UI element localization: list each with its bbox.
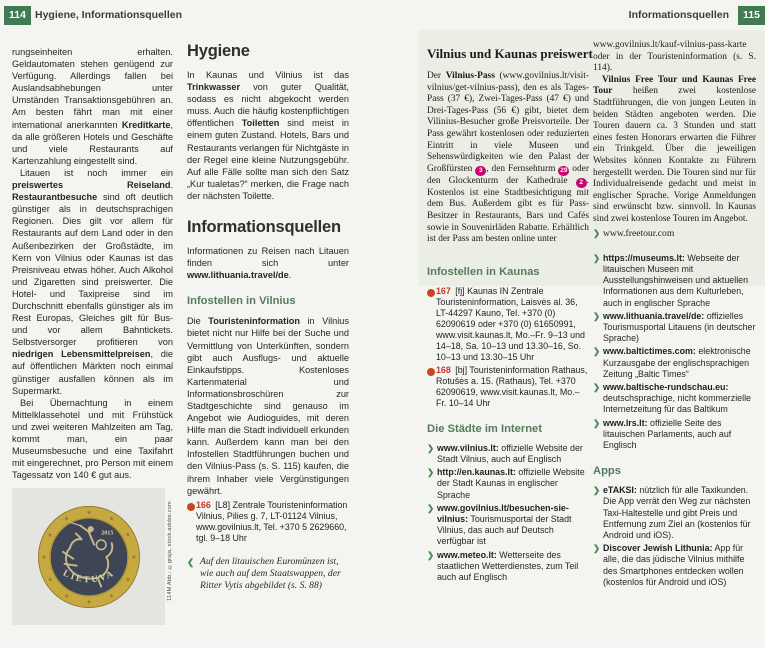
link-description: offizielles Tourismusportal Litauens (in deutscher Sprache)	[603, 310, 756, 344]
poi-number: 166	[196, 499, 211, 510]
subheading-infostellen-vilnius: Infostellen in Vilnius	[187, 295, 296, 308]
heading-hygiene: Hygiene	[187, 42, 250, 60]
vilnius-entries	[187, 500, 349, 544]
link-description: App für alle, die das jüdische Vilnius mithilfe des Smartphones entdecken wollen (kostenlos für Android und iOS)	[603, 543, 745, 587]
link-item	[427, 443, 589, 465]
internet-links-col2	[593, 253, 756, 451]
subheading-apps: Apps	[593, 465, 621, 478]
running-head-left: Hygiene, Informationsquellen	[35, 9, 183, 21]
link-item	[593, 311, 756, 345]
coin-star-icon: ★	[46, 531, 53, 539]
coin-star-icon: ★	[124, 531, 131, 539]
caption-text: Auf den litauischen Euromünzen ist, wie auch auf dem Staatswappen, der Ritter Vytis abgebildet (s. S. 88)	[200, 555, 341, 592]
coin-star-icon: ★	[85, 598, 92, 606]
free-tour-paragraph: Vilnius Free Tour und Kaunas Free Tour heißen zwei kostenlose Stadtführungen, die von jungen Leuten in beiden Städten angeboten werden. Die Touren dauern ca. 3 Stunden und statt eines festen Honorars erwarten die Führer ein Trinkgeld. Über die jeweiligen Websites können Kontakte zu Führern hergestellt werden. Die Touren sind nur für Individualreisende gedacht und meist in englischer Sprache. Vorige Anmeldungen sind erwünscht bzw. sinnvoll. In Kaunas sind zwei kostenlose Touren im Angebot.	[593, 74, 756, 224]
link-description: Webseite der litauischen Museen mit Ausstellungshinweisen und aktuellen Informationen aus dem Kulturleben, auch in englischer Sprache	[603, 252, 749, 308]
coin-star-icon: ★	[46, 576, 53, 584]
chevron-right-icon: ❯	[593, 310, 601, 321]
coin-star-icon: ★	[85, 509, 92, 517]
link-description: Tourismusportal der Stadt Vilnius, das auch auf Deutsch verfügbar ist	[437, 513, 572, 547]
bold-text: Toiletten	[241, 118, 280, 129]
map-number-badge: 3	[475, 166, 486, 176]
poi-number: 168	[436, 364, 451, 375]
page-number-right: 115	[738, 6, 765, 25]
info-icon: i	[427, 368, 435, 376]
link-url: www.baltische-rundschau.eu:	[603, 381, 729, 392]
info-icon: i	[187, 503, 195, 511]
poi-number: 167	[436, 285, 451, 296]
kaunas-entries	[427, 286, 589, 409]
link-item	[593, 418, 756, 452]
link-description: Wetterseite des staatlichen Wetterdienstes, zum Teil auch auf Englisch	[437, 549, 579, 582]
link-url: www.baltictimes.com:	[603, 346, 696, 357]
coin-star-icon: ★	[40, 554, 47, 562]
entry-text: [fj] Kaunas IN Zentrale Touristeninformation, Laisvės al. 36, LT-44297 Kauno, Tel. +370 (0) 62090619 oder +370 (0) 61650991, www.visit.kaunas.lt, Mo.–Fr. 9–13 und 14–18, Sa. 10–13 und 13.30–16, So. 10–13 und 13.30–15 Uhr	[436, 285, 585, 362]
link-item	[427, 550, 589, 584]
freetour-link	[593, 228, 756, 239]
coin-country-label: LIETUVA	[61, 567, 116, 585]
app-name: eTAKSI:	[603, 485, 637, 496]
info-entry	[187, 500, 349, 544]
paragraph: Litauen ist noch immer ein preiswertes Reiseland. Restaurantbesuche sind oft deutlich günstiger als in deutschsprachigen Regionen. Dies gilt vor allem für Restaurants auf dem Land oder in den Außenbezirken der Großstädte, im Kern von Vilnius oder Kaunas ist das Preisniveau etwas höher. Auch Alkohol und Zigaretten sind preiswerter. Die Hotel- und Taxipreise sind im Durchschnitt ebenfalls günstiger als im Rest Europas, Gleiches gilt für Bus- und vor allem Bahntickets. Selbstversorger profitieren von niedrigen Lebensmittelpreisen, die auf öffentlichen Märkten noch einmal günstiger ausfallen können als im Supermarkt.	[12, 167, 173, 396]
link-url: www.govilnius.lt/besuchen-sie-vilnius:	[437, 502, 569, 524]
coin-star-icon: ★	[108, 515, 114, 523]
link-url: www.lrs.lt:	[603, 417, 648, 428]
bold-text: Trinkwasser	[187, 82, 241, 93]
apps-list	[593, 485, 756, 588]
infoquellen-paragraph: Informationen zu Reisen nach Litauen finden sich unter www.lithuania.travel/de.	[187, 246, 349, 281]
coin-caption	[187, 556, 349, 593]
paragraph: Bei Übernachtung in einem Mittelklassehotel und mit Frühstück und zwei weiteren Mahlzeiten am Tag, kommt man, ein paar Museumsbesuche und eine Taxifahrt mit eingerechnet, pro Person mit einem Tagessatz von 140 € gut aus.	[12, 397, 173, 481]
link-item	[593, 543, 756, 588]
link-description: offizielle Website der Stadt Vilnius, auch auf Englisch	[437, 442, 583, 464]
bold-text: www.lithuania.travel/de	[187, 270, 289, 281]
info-entry	[427, 365, 589, 409]
bold-text: niedrigen Lebensmittelpreisen	[12, 349, 151, 360]
left-page-column-2	[187, 40, 349, 593]
chevron-right-icon: ❯	[593, 543, 601, 554]
link-url: https://museums.lt:	[603, 252, 685, 263]
paragraph: rungseinheiten erhalten. Geldautomaten stehen genügend zur Verfügung. Allerdings fallen bei Auslandsabhebungen unter Umständen Transaktionsgebühren an. Am besten fährt man mit einer international anerkannten Kreditkarte, da alle größeren Hotels und Geschäfte und viele Restaurants auf Kartenzahlung eingestellt sind.	[12, 47, 173, 166]
link-item	[593, 382, 756, 416]
hygiene-paragraph: In Kaunas und Vilnius ist das Trinkwasser von guter Qualität, sodass es nicht abgekocht werden muss. Auch die häufig kostenpflichtigen öffentlichen Toiletten sind meist in einem guten Zustand. Hotels, Bars und Restaurants verlangen für Nichtgäste in der Regel eine kleine Nutzungsgebühr. Auf alle Fälle sollte man sich den Satz „Kur tualetas?“ merken, die Frage nach der nächsten Toilette.	[187, 70, 349, 201]
subheading-staedte-internet: Die Städte im Internet	[427, 422, 543, 435]
bold-text: Vilnius Free Tour und Kaunas Free Tour	[593, 74, 756, 97]
chevron-right-icon: ❯	[593, 381, 601, 392]
map-number-badge: 2	[576, 178, 587, 188]
link-description: offizielle Seite des litauischen Parlaments, auch auf Englisch	[603, 417, 732, 450]
euro-coin-image	[28, 496, 150, 618]
coin-star-icon: ★	[63, 515, 69, 523]
app-name: Discover Jewish Lithunia:	[603, 543, 713, 554]
coin-star-icon: ★	[124, 576, 131, 584]
entry-text: [bj] Touristeninformation Rathaus, Rotušės a. 15. (Rathaus), Tel. +370 62090619, www.visit.kaunas.lt, Mo.–Fr. 10–14 Uhr	[436, 364, 588, 408]
link-url: www.meteo.lt:	[437, 549, 497, 560]
info-entry	[427, 286, 589, 363]
chevron-right-icon: ❯	[593, 227, 601, 238]
right-page-column-1	[425, 40, 593, 585]
link-description: elektronische Kurzausgabe der englischsprachigen Zeitung „Baltic Times“	[603, 346, 751, 379]
heading-informationsquellen: Informationsquellen	[187, 218, 341, 237]
chevron-right-icon: ❯	[427, 502, 435, 513]
chevron-right-icon: ❯	[593, 252, 601, 263]
link-url: www.vilnius.lt:	[437, 442, 499, 453]
link-item	[593, 253, 756, 309]
map-number-badge: 29	[560, 166, 568, 174]
pass-kauf-paragraph: www.govilnius.lt/kauf-vilnius-pass-karte oder in der Touristeninformation (s. S. 114).	[593, 40, 756, 74]
link-description: nützlich für alle Taxikunden. Die App verrät den Weg zur nächsten Taxi-Haltestelle und gibt Preis und Entfernung zum Ziel an (kostenlos für Android und iOS).	[603, 485, 751, 540]
bold-text: Vilnius-Pass	[445, 71, 495, 81]
chevron-right-icon: ❯	[593, 485, 601, 496]
chevron-right-icon: ❯	[427, 549, 435, 560]
link-item	[427, 467, 589, 501]
link-item	[593, 485, 756, 541]
chevron-right-icon: ❯	[593, 346, 601, 357]
running-head-right: Informationsquellen	[628, 9, 729, 21]
link-description: offizielle Website der Stadt Kaunas in englischer Sprache	[437, 467, 585, 500]
bold-text: Kreditkarte	[121, 119, 171, 130]
link-url: www.freetour.com	[603, 227, 675, 239]
bold-text: Touristeninformation	[208, 316, 300, 327]
link-description: deutschsprachige, nicht kommerzielle Internetzeitung für das Baltikum	[603, 393, 751, 415]
coin-year-label: 2015	[100, 530, 113, 537]
caption-left-arrow-icon: ❮	[187, 556, 195, 567]
coin-star-icon: ★	[63, 592, 69, 600]
page-number-left: 114	[4, 6, 31, 25]
bold-text: preiswertes Reiseland	[12, 180, 171, 191]
link-item	[593, 346, 756, 380]
photo-credit: 114M Abb.: ©graja, stock.adobe.com	[167, 501, 173, 601]
bold-text: Restaurantbesuche	[12, 192, 98, 203]
vilnius-info-paragraph: Die Touristeninformation in Vilnius bietet nicht nur Hilfe bei der Suche und Vermittlung von Unterkünften, sondern gibt auch Ausflugs- und aktuelle Einkaufstipps. Kostenloses Kartenmaterial und Informationsbroschüren zur Stadtgeschichte sind genauso im Angebot wie Audioguides, mit deren Hilfe man die Stadt individuell erkunden kann. Außerdem kann man bei den Infostellen Stadtführungen buchen und den Vilnius-Pass (s. S. 115) kaufen, die ihrem Inhaber viele Vergünstigungen gewährt.	[187, 316, 350, 496]
right-page-column-2	[593, 40, 756, 590]
chevron-right-icon: ❯	[427, 467, 435, 478]
link-url: www.lithuania.travel/de:	[603, 310, 705, 321]
money-paragraphs	[12, 46, 173, 481]
preiswert-box-title: Vilnius und Kaunas preiswert	[427, 46, 593, 61]
coin-star-icon: ★	[108, 592, 114, 600]
chevron-right-icon: ❯	[593, 417, 601, 428]
link-item	[427, 503, 589, 548]
left-page-column-1	[12, 46, 173, 625]
coin-star-icon: ★	[130, 554, 137, 562]
internet-links-col1	[427, 443, 589, 583]
vilnius-pass-paragraph: Der Vilnius-Pass (www.govilnius.lt/visit-vilnius/get-vilnius-pass), den es als Tages-Pass (37 €), Zwei-Tages-Pass (47 €) und Drei-Tages-Pass (56 €) gibt, bietet dem Vilinius-Besucher große Preisvorteile. Der Pass gewährt kostenlosen oder reduzierten Eintritt in viele Museen und Sehenswürdigkeiten wie den Palast der Großfürsten 3 , den Fernsehturm 29 oder den Glockenturm der Kathedrale 2 . Kostenlos ist eine Stadtbesichtigung mit dem Bus. Außerdem gibt es für Pass-Besitzer in Restaurants, Bars und Cafés sowie in Souvenirläden Rabatte. Erhältlich ist der Pass am besten online unter	[427, 71, 589, 245]
link-url: http://en.kaunas.lt:	[437, 467, 516, 478]
entry-text: [L8] Zentrale Touristeninformation Vilnius, Pilies g. 7, LT-01124 Vilnius, www.govilnius.lt, Tel. +370 5 2629660, tgl. 9–18 Uhr	[196, 499, 348, 543]
info-icon: i	[427, 289, 435, 297]
euro-coin-photo	[12, 488, 165, 625]
chevron-right-icon: ❯	[427, 442, 435, 453]
subheading-infostellen-kaunas: Infostellen in Kaunas	[427, 265, 540, 278]
